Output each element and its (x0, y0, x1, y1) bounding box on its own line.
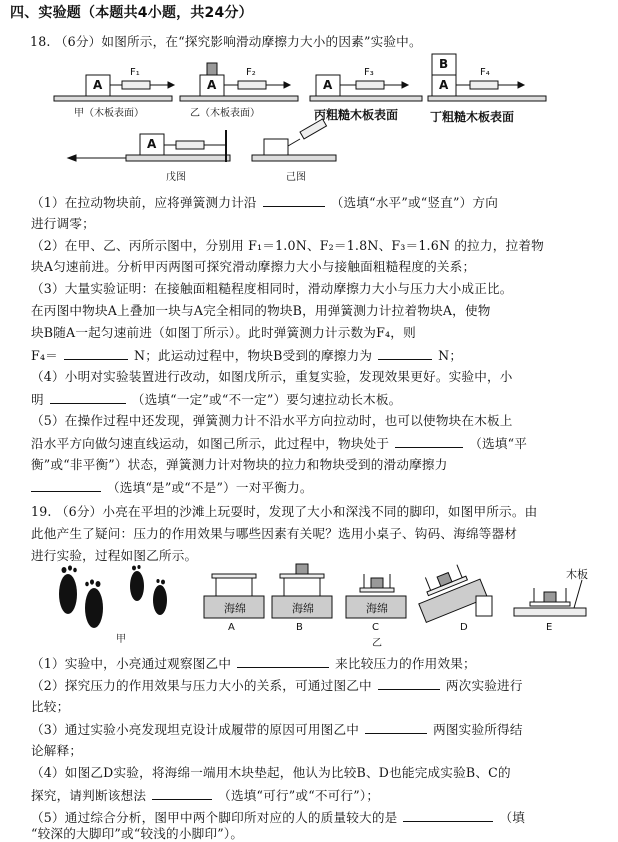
q19-q5: （5）通过综合分析，图甲中两个脚印所对应的人的质量较大的是 （填 (31, 810, 526, 825)
panel-c: C (372, 622, 379, 633)
q18-line-13: 衡”或“非平衡”）状态，弹簧测力计对物块的拉力和物块受到的滑动摩擦力 (31, 457, 448, 472)
label-f1: F₁ (130, 67, 140, 78)
q18-line-14: （选填“是”或“不是”）一对平衡力。 (31, 479, 313, 496)
footprints (59, 565, 167, 628)
q19-line-2: 此他产生了疑问：压力的作用效果与哪些因素有关呢？选用小桌子、钩码、海绵等器材 (31, 526, 518, 541)
label-a-wu: A (147, 137, 157, 151)
blank-19-2[interactable] (378, 677, 440, 690)
q19-q3: （3）通过实验小亮发现坦克设计成履带的原因可用图乙中 两图实验所得结 (31, 722, 523, 737)
q18-line-5: （3）大量实验证明：在接触面粗糙程度相同时，滑动摩擦力大小与压力大小成正比。 (31, 281, 513, 296)
q19-q3-cont: 论解释； (31, 743, 83, 758)
label-f4: F₄ (480, 67, 490, 78)
q18-line-1: （1）在拉动物块前，应将弹簧测力计沿 （选填“水平”或“竖直”）方向 (31, 195, 499, 210)
q18-line-10: 明 （选填“一定”或“不一定”）要匀速拉动长木板。 (31, 392, 402, 407)
q18-line-3: （2）在甲、乙、丙所示图中，分别用 F₁＝1.0N、F₂＝1.8N、F₃＝1.6N 的拉力，拉着物 (31, 238, 544, 253)
board-label: 木板 (566, 568, 588, 581)
weight-b (296, 564, 308, 574)
panel-b: B (296, 622, 303, 633)
wood-block-d (476, 596, 492, 616)
blank-19-5[interactable] (403, 809, 493, 822)
label-f3: F₃ (364, 67, 374, 78)
caption-jia: 甲（木板表面） (74, 108, 144, 119)
label-a-jia: A (93, 78, 103, 92)
caption-19-jia: 甲 (116, 634, 126, 645)
blank-19-4[interactable] (152, 787, 212, 800)
caption-ji: 己图 (286, 172, 306, 183)
caption-19-yi: 乙 (372, 638, 382, 649)
sponge-label-b: 海绵 (292, 602, 314, 615)
panel-e: E (546, 622, 553, 633)
label-a-yi: A (207, 78, 217, 92)
q18-line-11: （5）在操作过程中还发现，弹簧测力计不沿水平方向拉动时，也可以使物块在木板上 (31, 413, 513, 428)
q19-q1: （1）实验中，小亮通过观察图乙中 来比较压力的作用效果； (31, 656, 476, 671)
panel-a: A (228, 622, 235, 633)
label-a-bing: A (323, 78, 333, 92)
board-e (514, 608, 586, 616)
sponge-label-a: 海绵 (224, 602, 246, 615)
q18-line-12: 沿水平方向做匀速直线运动，如图己所示，此过程中，物块处于 （选填“平 (31, 436, 528, 451)
q18-header: 18. （6分）如图所示，在“探究影响滑动摩擦力大小的因素”实验中。 (30, 34, 422, 49)
label-b-ding: B (439, 57, 449, 71)
q18-line-4: 块A匀速前进。分析甲丙两图可探究滑动摩擦力大小与接触面粗糙程度的关系； (31, 259, 476, 274)
q19-q5-cont: “较深的大脚印”或“较浅的小脚印”）。 (31, 826, 244, 841)
blank-19-3[interactable] (365, 721, 427, 734)
q18-line-9: （4）小明对实验装置进行改动，如图戊所示，重复实验，发现效果更好。实验中，小 (31, 369, 513, 384)
sponge-label-c: 海绵 (366, 602, 388, 615)
panel-d: D (460, 622, 468, 633)
label-f2: F₂ (246, 67, 256, 78)
weight-c (371, 578, 383, 588)
caption-bing: 丙粗糙木板表面 (314, 108, 399, 122)
q18-line-2: 进行调零； (31, 216, 95, 231)
blank-19-1[interactable] (237, 655, 329, 668)
q18-line-8: F₄＝ N；此运动过程中，物块B受到的摩擦力为 N； (31, 348, 463, 363)
weight-e (544, 592, 556, 602)
q19-line-3: 进行实验，过程如图乙所示。 (31, 548, 198, 563)
q19-line-1: 19. （6分）小亮在平坦的沙滩上玩耍时，发现了大小和深浅不同的脚印，如图甲所示。由 (31, 504, 538, 519)
q19-q2-cont: 比较； (31, 699, 70, 714)
q19-q4: （4）如图乙D实验，将海绵一端用木块垫起，他认为比较B、D也能完成实验B、C的 (31, 765, 511, 780)
caption-yi: 乙（木板表面） (190, 108, 260, 119)
caption-wu: 戊图 (166, 172, 186, 183)
q19-q4-cont: 探究，请判断该想法 （选填“可行”或“不可行”）； (31, 788, 380, 803)
label-a-ding: A (439, 78, 449, 92)
q18-line-7: 块B随A一起匀速前进（如图丁所示）。此时弹簧测力计示数为F₄，则 (31, 325, 416, 340)
q19-q2: （2）探究压力的作用效果与压力大小的关系，可通过图乙中 两次实验进行 (31, 678, 523, 693)
caption-ding: 丁粗糙木板表面 (430, 110, 515, 124)
section-title: 四、实验题（本题共4小题，共24分） (10, 5, 253, 21)
q18-line-6: 在丙图中物块A上叠加一块与A完全相同的物块B，用弹簧测力计拉着物块A，使物 (31, 303, 491, 318)
